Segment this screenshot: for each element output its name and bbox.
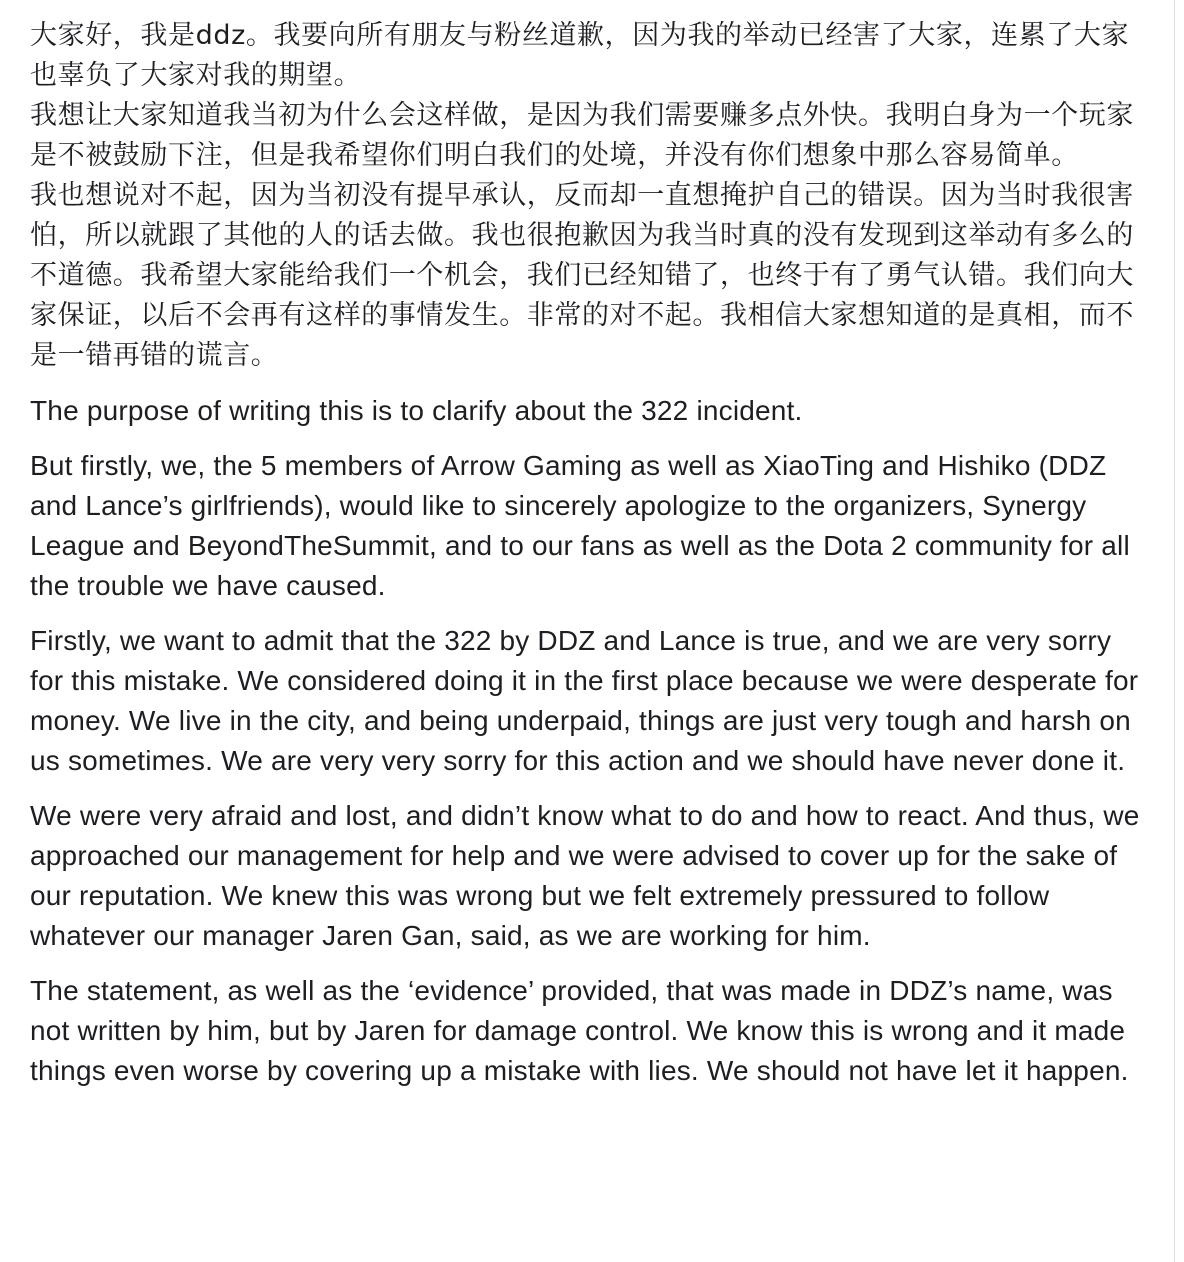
paragraph-apology-intro-cn: 大家好，我是ddz。我要向所有朋友与粉丝道歉，因为我的举动已经害了大家，连累了大家也辜负了大家对我的期望。 — [30, 20, 1130, 91]
window-edge-divider — [1174, 0, 1184, 1262]
paragraph-sorry-cn: 我也想说对不起，因为当初没有提早承认，反而却一直想掩护自己的错误。因为当时我很害怕，所以就跟了其他的人的话去做。我也很抱歉因为我当时真的没有发现到这举动有多么的不道德。我希望大家能给我们一个机会，我们已经知错了，也终于有了勇气认错。我们向大家保证，以后不会再有这样的事情发生。非常的对不起。我相信大家想知道的是真相，而不是一错再错的谎言。 — [30, 180, 1134, 371]
paragraph-apology-en: But firstly, we, the 5 members of Arrow Gaming as well as XiaoTing and Hishiko (DDZ and Lance’s girlfriends), would like to sincerely apologize to the organizers, Synergy League and BeyondTheSummit, and to our fans as well as the Dota 2 community for all the trouble we have caused. — [30, 450, 1130, 601]
paragraph-management: We were very afraid and lost, and didn’t know what to do and how to react. And thus, we approached our management for help and we were advised to cover up for the sake of our reputation. We knew this was wrong but we felt extremely pressured to follow whatever our manager Jaren Gan, said, as we are working for him. — [30, 800, 1140, 951]
paragraph-admission: Firstly, we want to admit that the 322 by DDZ and Lance is true, and we are very sorry for this mistake. We considered doing it in the first place because we were desperate for money. We live in the city, and being underpaid, things are just very tough and harsh on us sometimes. We are very very sorry for this action and we should have never done it. — [30, 625, 1139, 776]
post-body — [30, 16, 1148, 1091]
paragraph-reason-cn: 我想让大家知道我当初为什么会这样做，是因为我们需要赚多点外快。我明白身为一个玩家是不被鼓励下注，但是我希望你们明白我们的处境，并没有你们想象中那么容易简单。 — [30, 100, 1134, 171]
paragraph-purpose: The purpose of writing this is to clarify about the 322 incident. — [30, 395, 803, 426]
paragraph-statement: The statement, as well as the ‘evidence’ provided, that was made in DDZ’s name, was not written by him, but by Jaren for damage control. We know this is wrong and it made things even worse by covering up a mistake with lies. We should not have let it happen. — [30, 975, 1129, 1086]
